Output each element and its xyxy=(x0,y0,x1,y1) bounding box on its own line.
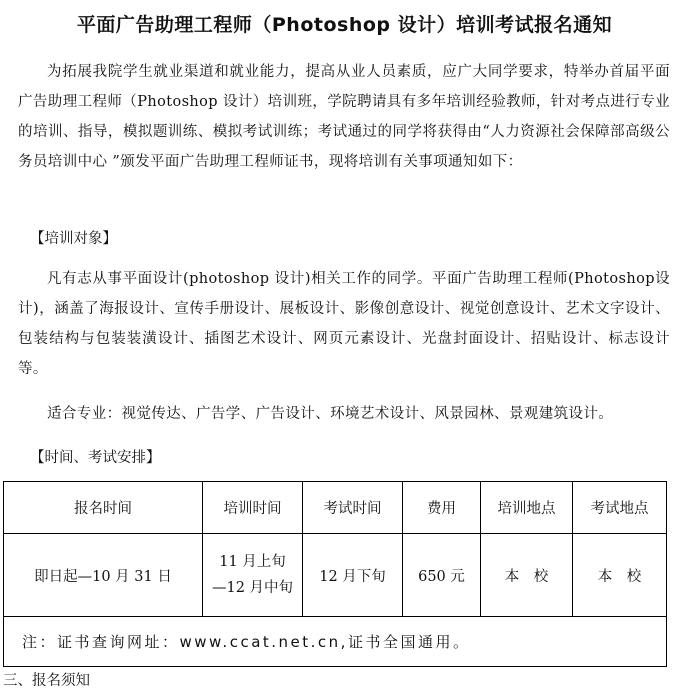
certificate-note: 注：证书查询网址：www.ccat.net.cn,证书全国通用。 xyxy=(4,617,667,667)
target-paragraph: 凡有志从事平面设计(photoshop 设计)相关工作的同学。平面广告助理工程师(Photoshop设计)，涵盖了海报设计、宣传手册设计、展板设计、影像创意设计、视觉创意设计、艺术文字设计、包装结构与包装装潢设计、插图艺术设计、网页元素设计、光盘封面设计、招贴设计、标志设计等。 xyxy=(18,271,670,377)
cell-exam-location: 本 校 xyxy=(573,534,667,617)
page-title: 平面广告助理工程师（Photoshop 设计）培训考试报名通知 xyxy=(76,14,613,36)
intro-paragraph: 为拓展我院学生就业渠道和就业能力，提高从业人员素质，应广大同学要求，特举办首届平面广告助理工程师（Photoshop 设计）培训班，学院聘请具有多年培训经验教师，针对考点进行专业的培训、指导，模拟题训练、模拟考试训练；考试通过的同学将获得由“人力资源社会保障部高级公务员培训中心 ”颁发平面广告助理工程师证书，现将培训有关事项通知如下： xyxy=(18,64,670,170)
section-heading-training-target: 【培训对象】 xyxy=(30,231,117,247)
header-exam-time: 考试时间 xyxy=(303,482,403,534)
cell-fee: 650 元 xyxy=(403,534,481,617)
training-time-line-1: 11 月上旬 xyxy=(219,554,286,570)
table-row xyxy=(4,534,667,617)
header-registration-time: 报名时间 xyxy=(4,482,203,534)
training-time-line-2: —12 月中旬 xyxy=(211,580,294,596)
section-heading-registration-notes: 三、报名须知 xyxy=(3,673,90,689)
header-training-time: 培训时间 xyxy=(203,482,303,534)
majors-paragraph: 适合专业：视觉传达、广告学、广告设计、环境艺术设计、风景园林、景观建筑设计。 xyxy=(47,406,614,422)
header-exam-location: 考试地点 xyxy=(573,482,667,534)
section-heading-schedule: 【时间、考试安排】 xyxy=(30,450,161,466)
table-note-row xyxy=(4,617,667,667)
cell-exam-time: 12 月下旬 xyxy=(303,534,403,617)
cell-training-time xyxy=(203,534,303,617)
schedule-table xyxy=(3,481,667,667)
header-fee: 费用 xyxy=(403,482,481,534)
table-header-row xyxy=(4,482,667,534)
header-training-location: 培训地点 xyxy=(481,482,573,534)
cell-registration-time: 即日起—10 月 31 日 xyxy=(4,534,203,617)
cell-training-location: 本 校 xyxy=(481,534,573,617)
